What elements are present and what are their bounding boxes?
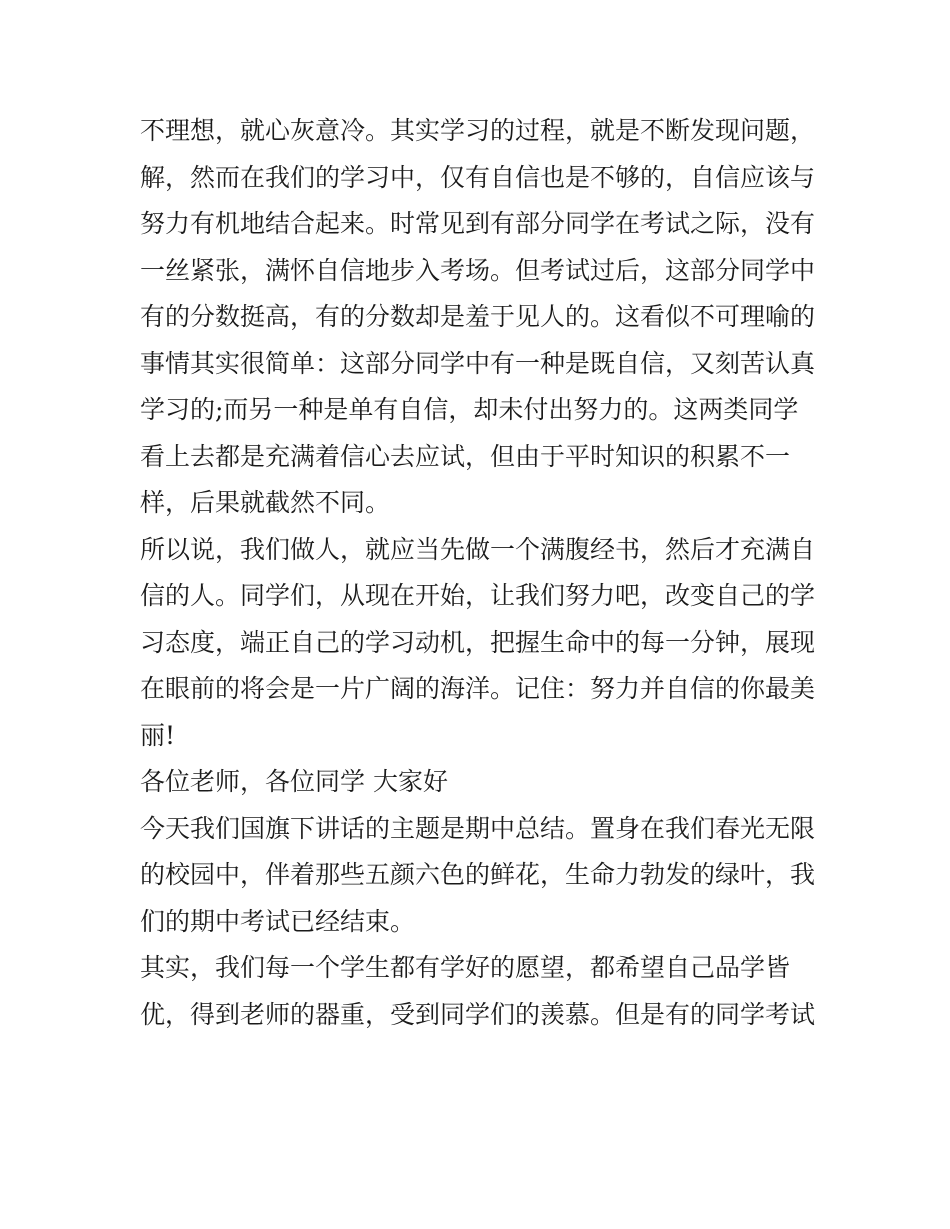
text-line: 丽! — [140, 720, 176, 750]
text-line: 其实，我们每一个学生都有学好的愿望，都希望自己品学皆 — [140, 953, 791, 982]
text-line: 努力有机地结合起来。时常见到有部分同学在考试之际，没有 — [140, 209, 816, 238]
greeting-line: 各位老师，各位同学 大家好 — [140, 767, 448, 796]
text-line: 事情其实很简单：这部分同学中有一种是既自信，又刻苦认真 — [140, 348, 816, 378]
text-line: 今天我们国旗下讲话的主题是期中总结。置身在我们春光无限 — [140, 813, 816, 843]
text-line: 习态度，端正自己的学习动机，把握生命中的每一分钟，展现 — [140, 627, 816, 657]
text-line: 看上去都是充满着信心去应试，但由于平时知识的积累不一 — [140, 441, 791, 471]
text-line: 所以说，我们做人，就应当先做一个满腹经书，然后才充满自 — [140, 534, 816, 564]
text-line: 一丝紧张，满怀自信地步入考场。但考试过后，这部分同学中 — [140, 255, 816, 285]
text-line: 们的期中考试已经结束。 — [140, 906, 416, 936]
text-line: 不理想，就心灰意冷。其实学习的过程，就是不断发现问题， — [140, 116, 816, 145]
text-line: 信的人。同学们，从现在开始，让我们努力吧，改变自己的学 — [140, 581, 816, 610]
text-line: 优，得到老师的器重，受到同学们的羡慕。但是有的同学考试 — [140, 999, 816, 1029]
text-line: 学习的;而另一种是单有自信，却未付出努力的。这两类同学 — [140, 395, 799, 424]
text-line: 有的分数挺高，有的分数却是羞于见人的。这看似不可理喻的 — [140, 302, 816, 331]
text-line: 在眼前的将会是一片广阔的海洋。记住：努力并自信的你最美 — [140, 674, 816, 703]
document-body — [140, 108, 820, 1038]
text-line: 样，后果就截然不同。 — [140, 488, 391, 517]
text-line: 解，然而在我们的学习中，仅有自信也是不够的，自信应该与 — [140, 162, 816, 192]
text-line: 的校园中，伴着那些五颜六色的鲜花，生命力勃发的绿叶，我 — [140, 860, 816, 889]
